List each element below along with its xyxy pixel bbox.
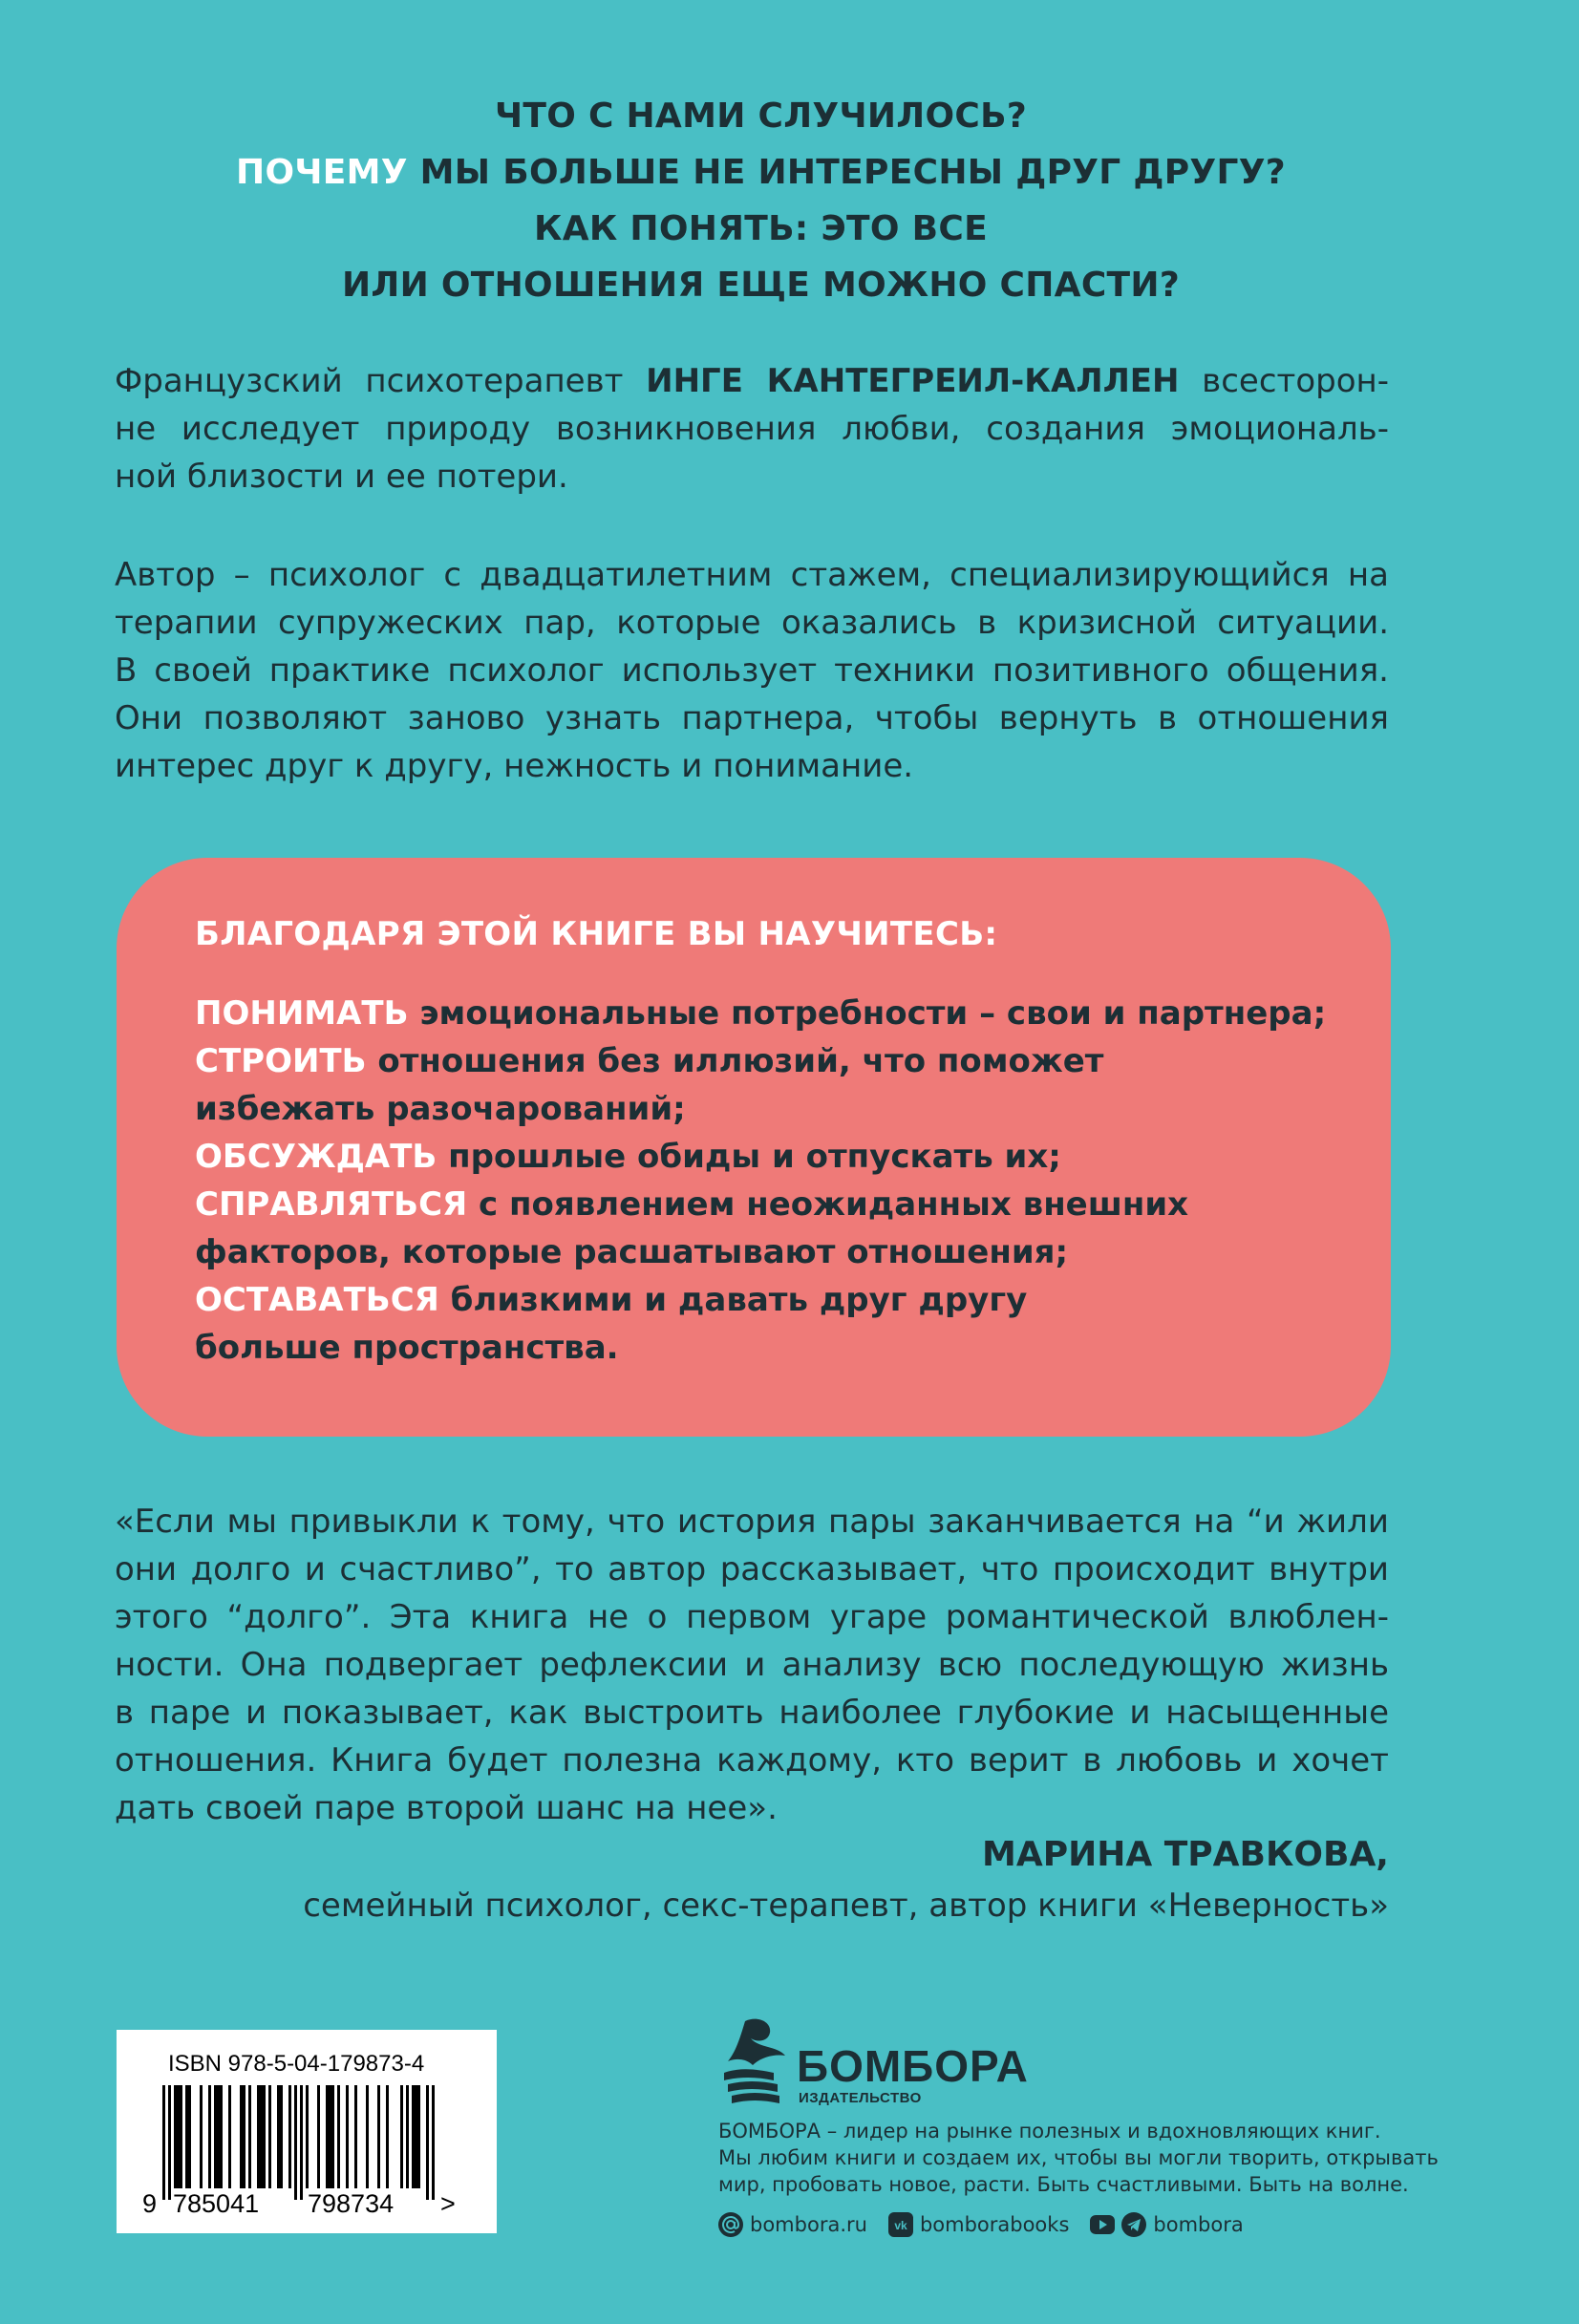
barcode-bar	[331, 2085, 334, 2188]
publisher-logo	[718, 2014, 1029, 2122]
barcode-digits: 785041	[173, 2189, 260, 2218]
barcode-bar	[415, 2085, 417, 2188]
barcode-bar	[217, 2085, 220, 2188]
question-line-4: ИЛИ ОТНОШЕНИЯ ЕЩЕ МОЖНО СПАСТИ?	[341, 266, 1181, 305]
benefit-text: эмоциональные потребности – свои и партнера;	[408, 994, 1327, 1033]
headline-questions	[115, 88, 1407, 313]
intro-line-1-post: всесторон-	[1179, 362, 1390, 400]
publisher-desc-line: БОМБОРА – лидер на рынке полезных и вдохновляющих книг.	[718, 2120, 1381, 2143]
barcode-bar	[214, 2085, 217, 2188]
benefits-heading: БЛАГОДАРЯ ЭТОЙ КНИГЕ ВЫ НАУЧИТЕСЬ:	[195, 915, 998, 953]
benefit-keyword: ПОНИМАТЬ	[195, 994, 409, 1033]
benefit-item	[195, 1276, 1326, 1324]
bombora-logo-icon	[718, 2014, 795, 2119]
barcode-bar	[406, 2085, 409, 2188]
isbn-barcode-block	[117, 2030, 497, 2233]
barcode-bar	[174, 2085, 177, 2188]
isbn-number: ISBN 978-5-04-179873-4	[168, 2051, 425, 2077]
barcode-bar	[188, 2085, 191, 2188]
at-icon	[718, 2212, 743, 2237]
barcode-bar	[162, 2085, 165, 2200]
review-quote	[115, 1498, 1389, 1832]
author-name: ИНГЕ КАНТЕГРЕИЛ-КАЛЛЕН	[646, 362, 1180, 400]
barcode-bar	[277, 2085, 280, 2188]
benefit-text-cont: избежать разочарований;	[195, 1090, 686, 1128]
social-tg[interactable]	[1090, 2212, 1243, 2237]
publisher-desc-line: мир, пробовать новое, расти. Быть счастливыми. Быть на волне.	[718, 2173, 1409, 2196]
barcode-bar	[260, 2085, 263, 2188]
barcode-bar	[400, 2085, 403, 2188]
publisher-desc-line: Мы любим книги и создаем их, чтобы вы могли творить, открывать	[718, 2146, 1439, 2169]
barcode-bar	[412, 2085, 415, 2188]
intro-line-1-pre: Французский психотерапевт	[115, 362, 647, 400]
barcode-bar	[268, 2085, 271, 2188]
social-web-label: bombora.ru	[750, 2213, 867, 2236]
benefits-list	[195, 990, 1326, 1372]
barcode-bar	[346, 2085, 349, 2188]
barcode-bar	[240, 2085, 243, 2188]
quote-line: ности. Она подвергает рефлексии и анализу всю последующую жизнь	[115, 1646, 1389, 1684]
barcode-bar	[280, 2085, 283, 2188]
barcode-bar	[377, 2085, 380, 2188]
social-vk-label: bomborabooks	[919, 2213, 1070, 2236]
telegram-icon	[1121, 2212, 1146, 2237]
about-line: Они позволяют заново узнать партнера, чтобы вернуть в отношения	[115, 699, 1389, 737]
barcode-bar	[386, 2085, 389, 2188]
about-line: интерес друг к другу, нежность и понимание.	[115, 747, 914, 785]
barcode-bar	[243, 2085, 245, 2188]
barcode-digits: 9	[141, 2189, 157, 2218]
barcode-bar	[228, 2085, 231, 2188]
logo-wordmark: БОМБОРА	[797, 2041, 1029, 2091]
about-paragraph	[115, 551, 1389, 790]
question-line-3: КАК ПОНЯТЬ: ЭТО ВСЕ	[533, 209, 989, 248]
logo-subtitle: ИЗДАТЕЛЬСТВО	[799, 2090, 922, 2106]
benefit-text: с появлением неожиданных внешних	[467, 1185, 1189, 1224]
benefit-item	[195, 1181, 1326, 1228]
benefits-box	[117, 858, 1391, 1437]
about-line: терапии супружеских пар, которые оказались в кризисной ситуации.	[115, 604, 1389, 642]
intro-paragraph	[115, 357, 1389, 501]
benefit-item	[195, 1133, 1326, 1181]
about-line: В своей практике психолог использует техники позитивного общения.	[115, 651, 1389, 690]
intro-line-1	[115, 357, 1389, 405]
svg-text:vk: vk	[894, 2219, 907, 2232]
quote-line: этого “долго”. Эта книга не о первом угаре романтической влюблен-	[115, 1598, 1389, 1636]
benefit-item	[195, 1037, 1326, 1085]
vk-icon	[888, 2212, 913, 2237]
barcode-bar	[432, 2085, 435, 2200]
question-line-1: ЧТО С НАМИ СЛУЧИЛОСЬ?	[494, 96, 1028, 136]
barcode-bar	[208, 2085, 211, 2188]
barcode-bar	[426, 2085, 429, 2200]
barcode-bar	[317, 2085, 320, 2188]
barcode-bar	[288, 2085, 291, 2188]
barcode-bar	[326, 2085, 329, 2188]
quote-author-role: семейный психолог, секс-терапевт, автор книги «Неверность»	[303, 1887, 1389, 1925]
intro-line-2: не исследует природу возникновения любви, создания эмоциональ-	[115, 410, 1389, 448]
publisher-socials	[718, 2210, 1265, 2239]
barcode-image	[117, 2030, 497, 2233]
quote-line: они долго и счастливо”, то автор рассказывает, что происходит внутри	[115, 1550, 1389, 1588]
benefit-text-cont: больше пространства.	[195, 1329, 619, 1367]
social-web[interactable]	[718, 2212, 867, 2237]
intro-line-3: ной близости и ее потери.	[115, 458, 568, 496]
quote-line: отношения. Книга будет полезна каждому, кто верит в любовь и хочет	[115, 1741, 1389, 1780]
barcode-bar	[180, 2085, 182, 2188]
barcode-bar	[177, 2085, 180, 2188]
social-tg-label: bombora	[1153, 2213, 1244, 2236]
benefit-text: отношения без иллюзий, что поможет	[366, 1042, 1104, 1080]
barcode-bar	[200, 2085, 203, 2188]
benefit-text: близкими и давать друг другу	[438, 1281, 1028, 1319]
barcode-digits: 798734	[308, 2189, 395, 2218]
question-line-2	[115, 144, 1407, 201]
barcode-bar	[263, 2085, 266, 2188]
benefit-text-cont: факторов, которые расшатывают отношения;	[195, 1233, 1069, 1271]
benefit-keyword: ОСТАВАТЬСЯ	[195, 1281, 439, 1319]
benefit-keyword: СПРАВЛЯТЬСЯ	[195, 1185, 468, 1224]
barcode-bar	[329, 2085, 331, 2188]
youtube-icon	[1090, 2212, 1115, 2237]
barcode-bar	[185, 2085, 188, 2188]
question-highlight: ПОЧЕМУ	[236, 153, 408, 192]
about-line: Автор – психолог с двадцатилетним стажем, специализирующийся на	[115, 556, 1389, 594]
barcode-bar	[417, 2085, 420, 2188]
social-vk[interactable]	[888, 2212, 1069, 2237]
barcode-bar	[248, 2085, 251, 2188]
barcode-bar	[306, 2085, 309, 2188]
publisher-description	[718, 2118, 1439, 2198]
benefit-item	[195, 990, 1326, 1037]
quote-line: в паре и показывает, как выстроить наиболее глубокие и насыщенные	[115, 1694, 1389, 1732]
quote-line: «Если мы привыкли к тому, что история пары заканчивается на “и жили	[115, 1503, 1389, 1541]
benefit-keyword: СТРОИТЬ	[195, 1042, 367, 1080]
quote-author: МАРИНА ТРАВКОВА,	[982, 1835, 1389, 1874]
barcode-bar	[168, 2085, 171, 2200]
benefit-text: прошлые обиды и отпускать их;	[437, 1138, 1061, 1176]
barcode-digits: >	[440, 2189, 456, 2218]
barcode-bar	[300, 2085, 303, 2200]
barcode-bar	[294, 2085, 297, 2200]
barcode-bar	[220, 2085, 223, 2188]
benefit-keyword: ОБСУЖДАТЬ	[195, 1138, 437, 1176]
question-line-2-rest: МЫ БОЛЬШЕ НЕ ИНТЕРЕСНЫ ДРУГ ДРУГУ?	[407, 153, 1286, 192]
barcode-bar	[366, 2085, 369, 2188]
barcode-bar	[337, 2085, 340, 2188]
barcode-bar	[257, 2085, 260, 2188]
barcode-bar	[354, 2085, 357, 2188]
quote-line: дать своей паре второй шанс на нее».	[115, 1789, 778, 1827]
